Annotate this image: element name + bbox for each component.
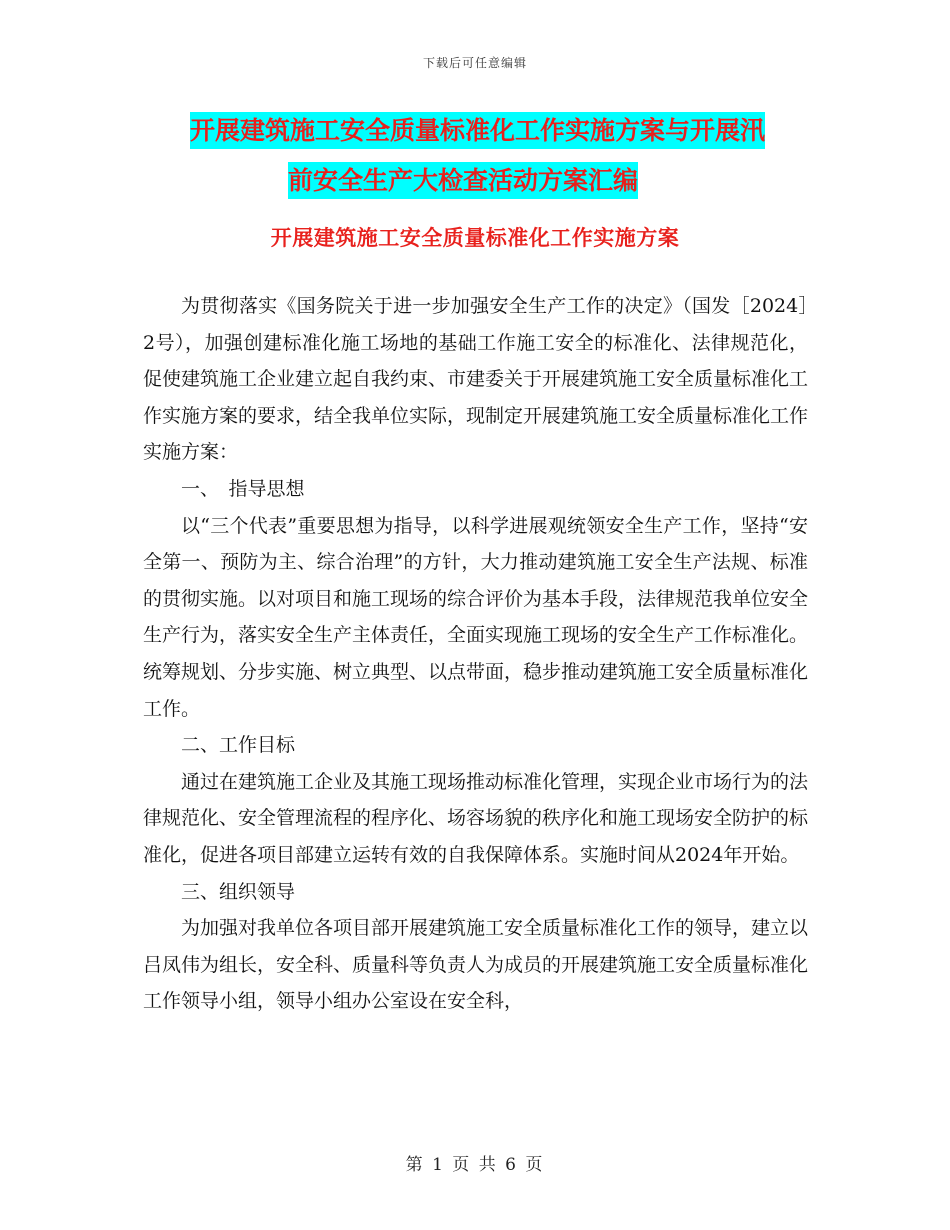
heading-work-goals: 二、工作目标 [181,734,296,757]
paragraph-guiding-ideology: 以“三个代表”重要思想为指导，以科学进展观统领安全生产工作，坚持“安全第一、预防为主、综合治理”的方针，大力推动建筑施工安全生产法规、标准的贯彻实施。以对项目和施工现场的综合评价为基本手段，法律规范我单位安全生产行为，落实安全生产主体责任，全面实现施工现场的安全生产工作标准化。统筹规划、分步实施、树立典型、以点带面，稳步推动建筑施工安全质量标准化工作。 [143,514,809,720]
section-title: 开展建筑施工安全质量标准化工作实施方案 [270,226,680,250]
page-footer: 第 1 页 共 6 页 [405,1155,545,1175]
paragraph-work-goals: 通过在建筑施工企业及其施工现场推动标准化管理，实现企业市场行为的法律规范化、安全管理流程的程序化、场容场貌的秩序化和施工现场安全防护的标准化，促进各项目部建立运转有效的自我保障体系。实施时间从2024年开始。 [143,770,809,866]
paragraph-organization: 为加强对我单位各项目部开展建筑施工安全质量标准化工作的领导，建立以吕凤伟为组长，安全科、质量科等负责人为成员的开展建筑施工安全质量标准化工作领导小组，领导小组办公室设在安全科， [143,917,809,1013]
main-title-line2: 前安全生产大检查活动方案汇编 [288,162,638,199]
header-note: 下载后可任意编辑 [422,56,527,70]
document-body [143,288,808,1020]
main-title-line1: 开展建筑施工安全质量标准化工作实施方案与开展汛 [190,112,765,149]
main-title-line2-wrap [190,156,820,206]
paragraph-intro: 为贯彻落实《国务院关于进一步加强安全生产工作的决定》（国发［2024］2号），加强创建标准化施工场地的基础工作施工安全的标准化、法律规范化，促使建筑施工企业建立起自我约束、市建委关于开展建筑施工安全质量标准化工作实施方案的要求，结全我单位实际，现制定开展建筑施工安全质量标准化工作实施方案： [143,295,809,464]
heading-organization: 三、组织领导 [181,880,296,903]
main-title [190,106,820,206]
heading-guiding-ideology: 一、 指导思想 [181,477,305,500]
